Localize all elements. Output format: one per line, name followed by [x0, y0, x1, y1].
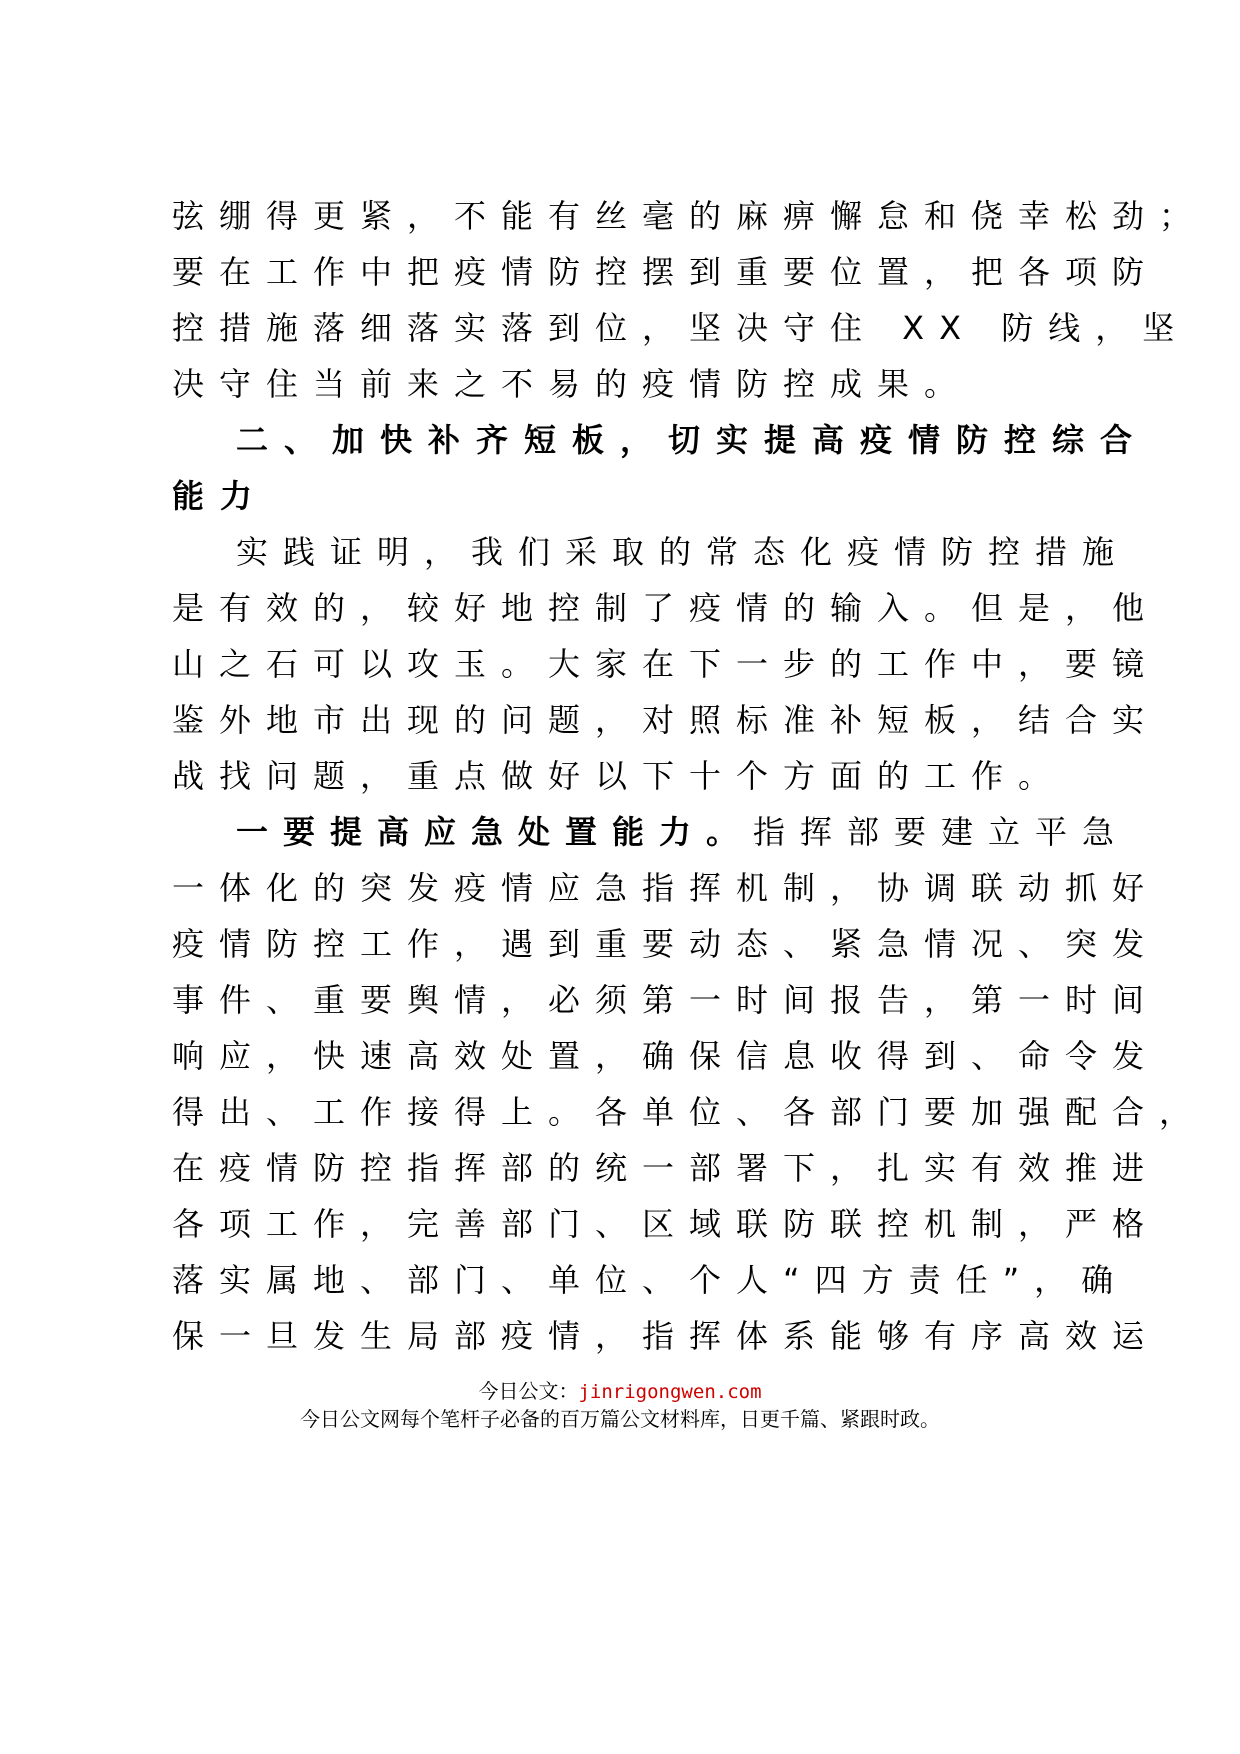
footer-link[interactable]: jinrigongwen.com — [578, 1381, 762, 1403]
paragraph-line: 在疫情防控指挥部的统一部署下，扎实有效推进 — [172, 1149, 1160, 1187]
paragraph-line: 弦绷得更紧，不能有丝毫的麻痹懈怠和侥幸松劲； — [172, 197, 1207, 235]
paragraph-line: 得出、工作接得上。各单位、各部门要加强配合， — [172, 1093, 1207, 1131]
paragraph-line: 要在工作中把疫情防控摆到重要位置，把各项防 — [172, 253, 1160, 291]
paragraph-text: 指挥部要建立平急 — [753, 813, 1130, 851]
paragraph-line: 实践证明，我们采取的常态化疫情防控措施 — [236, 533, 1130, 571]
paragraph-line: 山之石可以攻玉。大家在下一步的工作中，要镜 — [172, 645, 1160, 683]
footer-source — [0, 1378, 1240, 1405]
paragraph-line: 保一旦发生局部疫情，指挥体系能够有序高效运 — [172, 1317, 1160, 1355]
paragraph-line: 各项工作，完善部门、区域联防联控机制，严格 — [172, 1205, 1160, 1243]
paragraph-line: 落实属地、部门、单位、个人“四方责任”，确 — [172, 1261, 1129, 1299]
paragraph-line: 是有效的，较好地控制了疫情的输入。但是，他 — [172, 589, 1160, 627]
section-heading: 二、加快补齐短板，切实提高疫情防控综合 — [236, 421, 1149, 459]
paragraph-line: 决守住当前来之不易的疫情防控成果。 — [172, 365, 972, 403]
paragraph-line: 一体化的突发疫情应急指挥机制，协调联动抓好 — [172, 869, 1160, 907]
paragraph-line: 事件、重要舆情，必须第一时间报告，第一时间 — [172, 981, 1160, 1019]
paragraph-lead: 一要提高应急处置能力。 — [236, 813, 754, 851]
paragraph-line: 鉴外地市出现的问题，对照标准补短板，结合实 — [172, 701, 1160, 739]
footer-label: 今日公文： — [478, 1379, 579, 1403]
paragraph-line: 响应，快速高效处置，确保信息收得到、命令发 — [172, 1037, 1160, 1075]
footer-tagline: 今日公文网每个笔杆子必备的百万篇公文材料库，日更千篇、紧跟时政。 — [300, 1407, 940, 1431]
paragraph-line: 疫情防控工作，遇到重要动态、紧急情况、突发 — [172, 925, 1160, 963]
paragraph-first-line — [236, 812, 1129, 852]
paragraph-line: 战找问题，重点做好以下十个方面的工作。 — [172, 757, 1066, 795]
section-heading: 能力 — [172, 477, 269, 515]
paragraph-line: 控措施落细落实落到位，坚决守住 XX 防线，坚 — [172, 309, 1190, 347]
